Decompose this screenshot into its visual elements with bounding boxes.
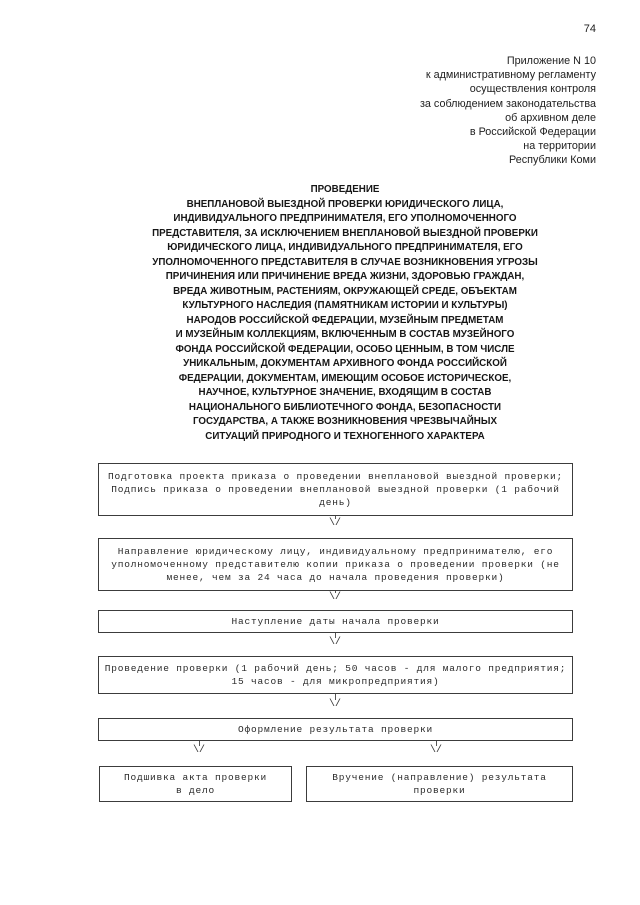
outcome-line: проверки	[413, 785, 466, 796]
outcome-box-deliver-result	[306, 766, 573, 802]
appendix-header	[420, 54, 596, 168]
title-line: ИНДИВИДУАЛЬНОГО ПРЕДПРИНИМАТЕЛЯ, ЕГО УПОЛНОМОЧЕННОГО	[173, 213, 517, 224]
appendix-line: к административному регламенту	[425, 69, 596, 82]
title-line: И МУЗЕЙНЫМ КОЛЛЕКЦИЯМ, ВКЛЮЧЕННЫМ В СОСТАВ МУЗЕЙНОГО	[175, 329, 515, 340]
title-line: ПРЕДСТАВИТЕЛЯ, ЗА ИСКЛЮЧЕНИЕМ ВНЕПЛАНОВОЙ ВЫЕЗДНОЙ ПРОВЕРКИ	[152, 227, 538, 239]
step-line: Проведение проверки (1 рабочий день; 50 часов - для малого предприятия;	[104, 663, 567, 674]
outcome-box-file-act	[99, 766, 292, 802]
step-box-prepare-order	[98, 463, 573, 516]
title-line: ФЕДЕРАЦИИ, ДОКУМЕНТАМ, ИМЕЮЩИМ ОСОБОЕ ИСТОРИЧЕСКОЕ,	[178, 372, 512, 384]
page-number: 74	[583, 23, 596, 35]
down-arrow-icon: \/	[328, 592, 341, 603]
step-line: Подготовка проекта приказа о проведении внеплановой выездной проверки;	[107, 471, 564, 482]
title-line: ФОНДА РОССИЙСКОЙ ФЕДЕРАЦИИ, ОСОБО ЦЕННЫМ, В ТОМ ЧИСЛЕ	[175, 343, 515, 355]
step-box-record-result	[98, 718, 573, 741]
title-line: ПРОВЕДЕНИЕ	[310, 184, 380, 195]
title-line: НАЦИОНАЛЬНОГО БИБЛИОТЕЧНОГО ФОНДА, БЕЗОПАСНОСТИ	[188, 401, 502, 413]
step-line: Направление юридическому лицу, индивидуальному предпринимателю, его	[117, 546, 554, 557]
title-line: ВНЕПЛАНОВОЙ ВЫЕЗДНОЙ ПРОВЕРКИ ЮРИДИЧЕСКОГО ЛИЦА,	[186, 198, 504, 210]
appendix-line: за соблюдением законодательства	[419, 97, 596, 110]
title-line: ВРЕДА ЖИВОТНЫМ, РАСТЕНИЯМ, ОКРУЖАЮЩЕЙ СРЕДЕ, ОБЪЕКТАМ	[173, 285, 517, 297]
down-arrow-icon: \/	[429, 745, 442, 756]
appendix-line: Приложение N 10	[506, 55, 596, 67]
appendix-line: об архивном деле	[505, 111, 596, 124]
step-line: Оформление результата проверки	[237, 724, 434, 735]
down-arrow-icon: \/	[192, 745, 205, 756]
step-line: 15 часов - для микропредприятия)	[231, 676, 440, 687]
step-line: день)	[319, 497, 352, 508]
down-arrow-icon: \/	[328, 637, 341, 648]
step-box-conduct-inspection	[98, 656, 573, 694]
appendix-line: в Российской Федерации	[469, 126, 596, 139]
outcome-line: Вручение (направление) результата	[332, 772, 547, 783]
title-line: ГОСУДАРСТВА, А ТАКЖЕ ВОЗНИКНОВЕНИЯ ЧРЕЗВЫЧАЙНЫХ	[192, 416, 497, 427]
step-line: уполномоченному представителю копии приказа о проведении проверки (не	[111, 559, 560, 570]
down-arrow-icon: \/	[328, 518, 341, 529]
appendix-line: на территории	[523, 140, 596, 153]
title-line: ПРИЧИНЕНИЯ ИЛИ ПРИЧИНЕНИЕ ВРЕДА ЖИЗНИ, ЗДОРОВЬЮ ГРАЖДАН,	[165, 271, 525, 282]
title-line: ЮРИДИЧЕСКОГО ЛИЦА, ИНДИВИДУАЛЬНОГО ПРЕДПРИНИМАТЕЛЯ, ЕГО	[167, 242, 523, 253]
document-title	[120, 183, 570, 444]
outcome-line: в дело	[175, 785, 215, 796]
title-line: УПОЛНОМОЧЕННОГО ПРЕДСТАВИТЕЛЯ В СЛУЧАЕ ВОЗНИКНОВЕНИЯ УГРОЗЫ	[152, 256, 538, 268]
appendix-line: осуществления контроля	[469, 83, 596, 96]
step-box-start-date	[98, 610, 573, 633]
title-line: НАРОДОВ РОССИЙСКОЙ ФЕДЕРАЦИИ, МУЗЕЙНЫМ ПРЕДМЕТАМ	[186, 314, 504, 326]
outcome-line: Подшивка акта проверки	[123, 772, 268, 783]
title-line: УНИКАЛЬНЫМ, ДОКУМЕНТАМ АРХИВНОГО ФОНДА РОССИЙСКОЙ	[183, 358, 507, 369]
down-arrow-icon: \/	[328, 699, 341, 710]
step-line: Подпись приказа о проведении внеплановой выездной проверки (1 рабочий	[111, 484, 560, 495]
step-line: Наступление даты начала проверки	[231, 616, 440, 627]
title-line: НАУЧНОЕ, КУЛЬТУРНОЕ ЗНАЧЕНИЕ, ВХОДЯЩИМ В СОСТАВ	[198, 387, 492, 398]
appendix-line: Республики Коми	[508, 154, 596, 167]
step-line: менее, чем за 24 часа до начала проведения проверки)	[166, 572, 505, 583]
step-box-send-order-copy	[98, 538, 573, 591]
title-line: КУЛЬТУРНОГО НАСЛЕДИЯ (ПАМЯТНИКАМ ИСТОРИИ И КУЛЬТУРЫ)	[182, 300, 508, 311]
title-line: СИТУАЦИЙ ПРИРОДНОГО И ТЕХНОГЕННОГО ХАРАКТЕРА	[205, 430, 485, 442]
